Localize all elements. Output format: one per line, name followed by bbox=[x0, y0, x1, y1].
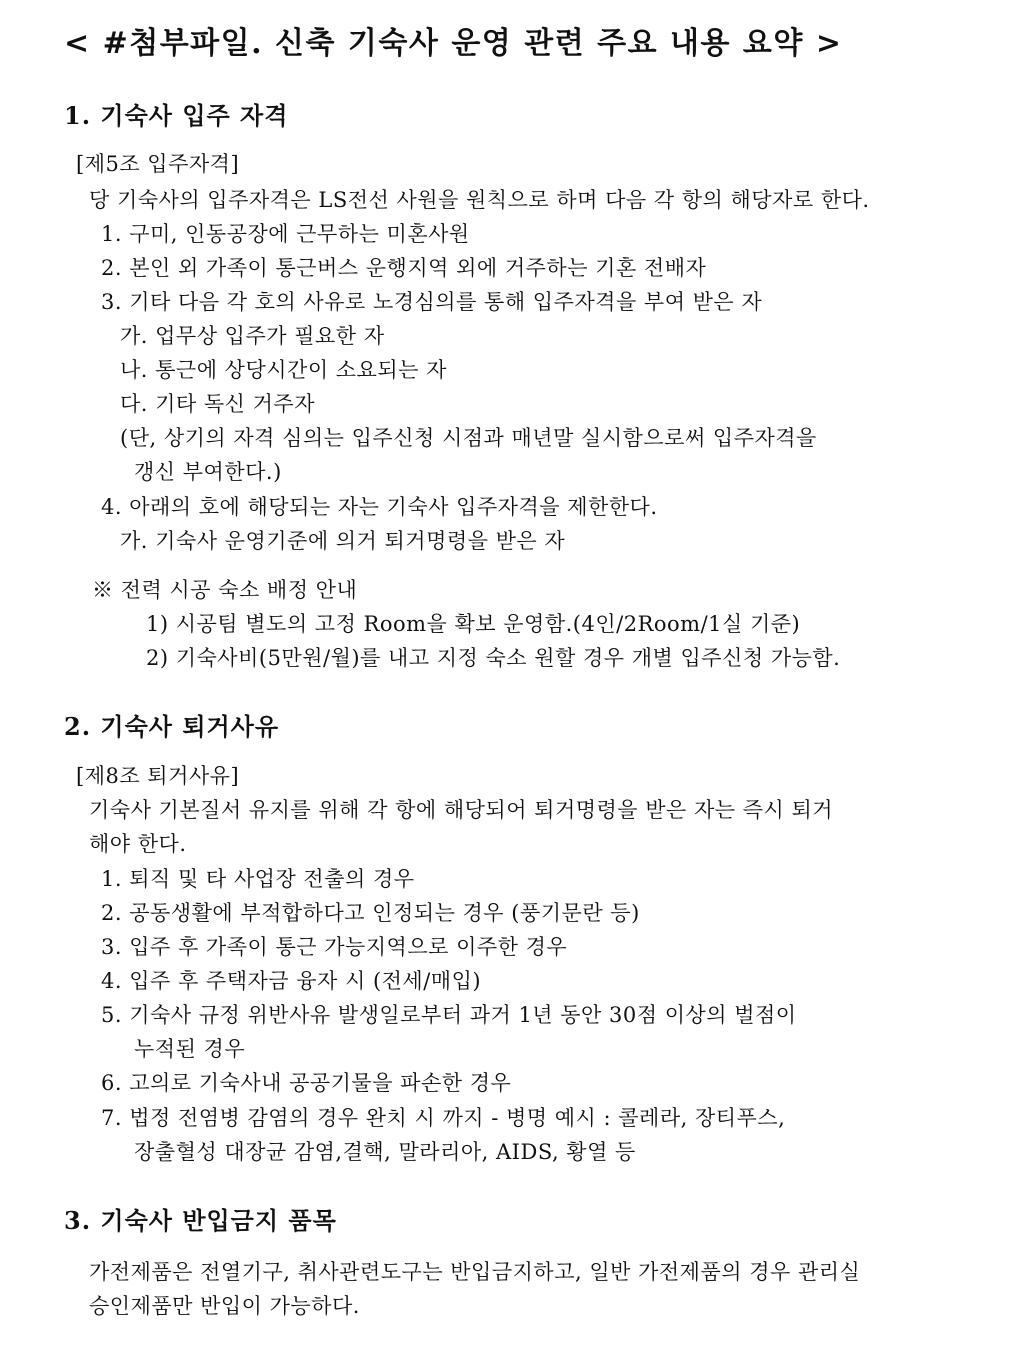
section-1-item-1: 1. 구미, 인동공장에 근무하는 미혼사원 bbox=[101, 222, 470, 246]
section-3-text-line-1: 가전제품은 전열기구, 취사관련도구는 반입금지하고, 일반 가전제품의 경우 관리실 bbox=[89, 1260, 861, 1284]
section-2-item-5: 5. 기숙사 규정 위반사유 발생일로부터 과거 1년 동안 30점 이상의 벌점이 bbox=[101, 1003, 797, 1027]
section-2-item-7-cont: 장출혈성 대장균 감염,결핵, 말라리아, AIDS, 황열 등 bbox=[134, 1140, 636, 1164]
section-1-item-4: 4. 아래의 호에 해당되는 자는 기숙사 입주자격을 제한한다. bbox=[101, 495, 658, 519]
section-1-article: [제5조 입주자격] bbox=[76, 152, 240, 176]
section-1-item-3: 3. 기타 다음 각 호의 사유로 노경심의를 통해 입주자격을 부여 받은 자 bbox=[101, 290, 763, 314]
notice-heading: ※ 전력 시공 숙소 배정 안내 bbox=[92, 578, 358, 602]
notice-item-1: 1) 시공팀 별도의 고정 Room을 확보 운영함.(4인/2Room/1실 기준) bbox=[146, 612, 801, 636]
section-2-intro-line-2: 해야 한다. bbox=[89, 832, 187, 856]
section-1-item-3-sub-da: 다. 기타 독신 거주자 bbox=[120, 392, 315, 416]
section-2-item-7: 7. 법정 전염병 감염의 경우 완치 시 까지 - 병명 예시 : 콜레라, 장티푸스, bbox=[101, 1106, 786, 1130]
section-2-item-4: 4. 입주 후 주택자금 융자 시 (전세/매입) bbox=[101, 969, 482, 993]
section-3-text-line-2: 승인제품만 반입이 가능하다. bbox=[89, 1294, 360, 1318]
section-1-note-line-1: (단, 상기의 자격 심의는 입주신청 시점과 매년말 실시함으로써 입주자격을 bbox=[120, 426, 817, 450]
section-2-item-6: 6. 고의로 기숙사내 공공기물을 파손한 경우 bbox=[101, 1071, 512, 1095]
section-3-heading: 3. 기숙사 반입금지 품목 bbox=[64, 1206, 337, 1235]
section-1-item-3-sub-na: 나. 통근에 상당시간이 소요되는 자 bbox=[120, 358, 447, 382]
section-1-item-4-sub-ga: 가. 기숙사 운영기준에 의거 퇴거명령을 받은 자 bbox=[120, 529, 566, 553]
section-2-item-3: 3. 입주 후 가족이 통근 가능지역으로 이주한 경우 bbox=[101, 935, 568, 959]
section-1-heading: 1. 기숙사 입주 자격 bbox=[64, 101, 289, 130]
document-title: < #첨부파일. 신축 기숙사 운영 관련 주요 내용 요약 > bbox=[64, 26, 843, 61]
section-2-item-2: 2. 공동생활에 부적합하다고 인정되는 경우 (풍기문란 등) bbox=[101, 901, 640, 925]
section-2-heading: 2. 기숙사 퇴거사유 bbox=[64, 712, 280, 741]
section-1-item-2: 2. 본인 외 가족이 통근버스 운행지역 외에 거주하는 기혼 전배자 bbox=[101, 256, 707, 280]
notice-item-2: 2) 기숙사비(5만원/월)를 내고 지정 숙소 원할 경우 개별 입주신청 가능함. bbox=[146, 646, 841, 670]
section-2-intro-line-1: 기숙사 기본질서 유지를 위해 각 항에 해당되어 퇴거명령을 받은 자는 즉시 퇴거 bbox=[89, 798, 834, 822]
section-1-intro: 당 기숙사의 입주자격은 LS전선 사원을 원칙으로 하며 다음 각 항의 해당자로 한다. bbox=[89, 188, 870, 212]
section-2-article: [제8조 퇴거사유] bbox=[76, 764, 240, 788]
section-2-item-1: 1. 퇴직 및 타 사업장 전출의 경우 bbox=[101, 867, 415, 891]
section-1-item-3-sub-ga: 가. 업무상 입주가 필요한 자 bbox=[120, 324, 385, 348]
section-1-note-line-2: 갱신 부여한다.) bbox=[134, 460, 282, 484]
section-2-item-5-cont: 누적된 경우 bbox=[134, 1037, 246, 1061]
